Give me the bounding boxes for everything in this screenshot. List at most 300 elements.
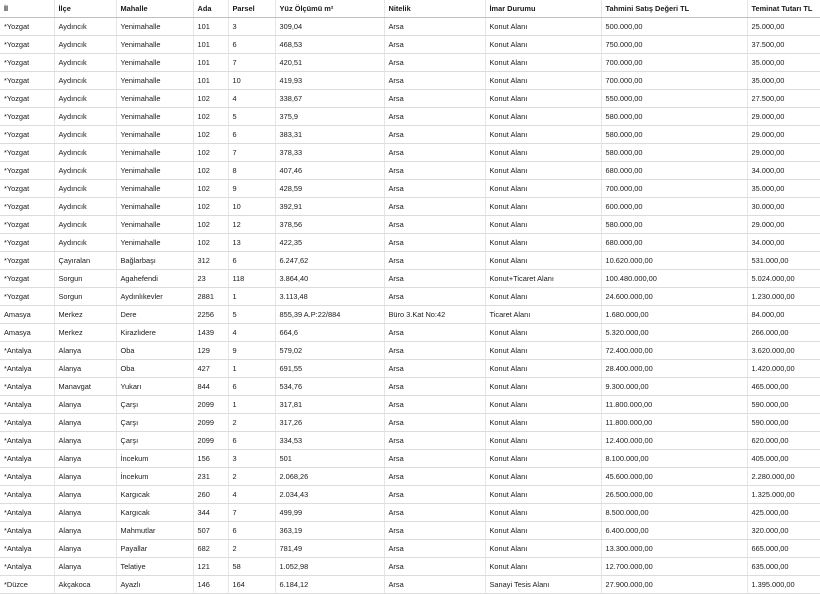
cell-mahalle: Agahefendi <box>116 270 193 288</box>
cell-il: *Yozgat <box>0 216 54 234</box>
cell-imar-durumu: Ticaret Alanı <box>485 306 601 324</box>
cell-imar-durumu: Konut Alanı <box>485 342 601 360</box>
cell-ada: 507 <box>193 522 228 540</box>
cell-imar-durumu: Konut+Ticaret Alanı <box>485 270 601 288</box>
cell-mahalle: Çarşı <box>116 432 193 450</box>
cell-ilce: Alanya <box>54 522 116 540</box>
cell-yuzolcumu: 422,35 <box>275 234 384 252</box>
cell-parsel: 10 <box>228 198 275 216</box>
cell-ilce: Çayıralan <box>54 252 116 270</box>
cell-imar-durumu: Konut Alanı <box>485 234 601 252</box>
column-header-yuzolcumu: Yüz Ölçümü m² <box>275 0 384 18</box>
cell-teminat-tutari: 27.500,00 <box>747 90 820 108</box>
cell-teminat-tutari: 35.000,00 <box>747 54 820 72</box>
cell-yuzolcumu: 407,46 <box>275 162 384 180</box>
table-row <box>0 252 820 270</box>
cell-nitelik: Arsa <box>384 72 485 90</box>
cell-yuzolcumu: 6.247,62 <box>275 252 384 270</box>
cell-parsel: 12 <box>228 216 275 234</box>
cell-teminat-tutari: 266.000,00 <box>747 324 820 342</box>
table-row <box>0 180 820 198</box>
cell-il: *Yozgat <box>0 162 54 180</box>
cell-ilce: Aydıncık <box>54 198 116 216</box>
cell-mahalle: Telatiye <box>116 558 193 576</box>
cell-il: *Antalya <box>0 360 54 378</box>
cell-parsel: 9 <box>228 180 275 198</box>
cell-mahalle: İncekum <box>116 450 193 468</box>
cell-teminat-tutari: 37.500,00 <box>747 36 820 54</box>
cell-ada: 102 <box>193 234 228 252</box>
cell-teminat-tutari: 590.000,00 <box>747 396 820 414</box>
cell-nitelik: Arsa <box>384 468 485 486</box>
table-row <box>0 324 820 342</box>
table-row <box>0 432 820 450</box>
cell-yuzolcumu: 664,6 <box>275 324 384 342</box>
cell-il: *Yozgat <box>0 288 54 306</box>
cell-teminat-tutari: 34.000,00 <box>747 234 820 252</box>
cell-ilce: Alanya <box>54 540 116 558</box>
cell-teminat-tutari: 465.000,00 <box>747 378 820 396</box>
cell-ada: 121 <box>193 558 228 576</box>
table-row <box>0 288 820 306</box>
cell-nitelik: Arsa <box>384 432 485 450</box>
cell-ilce: Alanya <box>54 414 116 432</box>
cell-ilce: Aydıncık <box>54 234 116 252</box>
cell-mahalle: Çarşı <box>116 414 193 432</box>
cell-tahmini-satis-degeri: 8.500.000,00 <box>601 504 747 522</box>
cell-parsel: 7 <box>228 54 275 72</box>
cell-imar-durumu: Konut Alanı <box>485 540 601 558</box>
cell-ilce: Alanya <box>54 360 116 378</box>
cell-yuzolcumu: 855,39 A.P:22/884 <box>275 306 384 324</box>
cell-mahalle: Yenimahalle <box>116 234 193 252</box>
cell-yuzolcumu: 419,93 <box>275 72 384 90</box>
cell-ada: 260 <box>193 486 228 504</box>
cell-tahmini-satis-degeri: 27.900.000,00 <box>601 576 747 594</box>
cell-ilce: Alanya <box>54 468 116 486</box>
cell-tahmini-satis-degeri: 580.000,00 <box>601 144 747 162</box>
cell-tahmini-satis-degeri: 72.400.000,00 <box>601 342 747 360</box>
cell-imar-durumu: Konut Alanı <box>485 486 601 504</box>
cell-parsel: 7 <box>228 504 275 522</box>
cell-il: *Antalya <box>0 450 54 468</box>
table-row <box>0 342 820 360</box>
cell-imar-durumu: Konut Alanı <box>485 198 601 216</box>
cell-imar-durumu: Konut Alanı <box>485 432 601 450</box>
column-header-parsel: Parsel <box>228 0 275 18</box>
cell-parsel: 8 <box>228 162 275 180</box>
cell-mahalle: Oba <box>116 360 193 378</box>
table-row <box>0 108 820 126</box>
table-row <box>0 450 820 468</box>
cell-imar-durumu: Konut Alanı <box>485 180 601 198</box>
cell-parsel: 118 <box>228 270 275 288</box>
table-row <box>0 558 820 576</box>
cell-il: *Yozgat <box>0 108 54 126</box>
cell-il: Amasya <box>0 306 54 324</box>
cell-yuzolcumu: 6.184,12 <box>275 576 384 594</box>
cell-il: *Antalya <box>0 504 54 522</box>
cell-nitelik: Arsa <box>384 234 485 252</box>
column-header-imar-durumu: İmar Durumu <box>485 0 601 18</box>
cell-yuzolcumu: 375,9 <box>275 108 384 126</box>
cell-teminat-tutari: 635.000,00 <box>747 558 820 576</box>
cell-mahalle: Yenimahalle <box>116 90 193 108</box>
cell-ada: 844 <box>193 378 228 396</box>
cell-yuzolcumu: 334,53 <box>275 432 384 450</box>
cell-imar-durumu: Konut Alanı <box>485 504 601 522</box>
cell-mahalle: Kargıcak <box>116 486 193 504</box>
cell-nitelik: Arsa <box>384 198 485 216</box>
cell-parsel: 6 <box>228 126 275 144</box>
cell-mahalle: Kirazlıdere <box>116 324 193 342</box>
cell-ilce: Aydıncık <box>54 216 116 234</box>
cell-nitelik: Arsa <box>384 486 485 504</box>
cell-ilce: Aydıncık <box>54 90 116 108</box>
cell-imar-durumu: Konut Alanı <box>485 18 601 36</box>
cell-teminat-tutari: 25.000,00 <box>747 18 820 36</box>
cell-teminat-tutari: 1.230.000,00 <box>747 288 820 306</box>
table-row <box>0 270 820 288</box>
cell-tahmini-satis-degeri: 750.000,00 <box>601 36 747 54</box>
cell-parsel: 2 <box>228 414 275 432</box>
cell-mahalle: Yenimahalle <box>116 198 193 216</box>
table-row <box>0 126 820 144</box>
cell-imar-durumu: Konut Alanı <box>485 450 601 468</box>
cell-nitelik: Arsa <box>384 324 485 342</box>
cell-teminat-tutari: 3.620.000,00 <box>747 342 820 360</box>
cell-tahmini-satis-degeri: 680.000,00 <box>601 162 747 180</box>
cell-il: Amasya <box>0 324 54 342</box>
cell-nitelik: Arsa <box>384 108 485 126</box>
cell-ada: 2099 <box>193 432 228 450</box>
cell-ilce: Alanya <box>54 450 116 468</box>
cell-yuzolcumu: 378,33 <box>275 144 384 162</box>
cell-nitelik: Arsa <box>384 558 485 576</box>
cell-nitelik: Arsa <box>384 54 485 72</box>
cell-teminat-tutari: 665.000,00 <box>747 540 820 558</box>
cell-ada: 23 <box>193 270 228 288</box>
cell-mahalle: Yenimahalle <box>116 72 193 90</box>
cell-ada: 231 <box>193 468 228 486</box>
cell-teminat-tutari: 29.000,00 <box>747 126 820 144</box>
cell-ilce: Aydıncık <box>54 18 116 36</box>
cell-ilce: Aydıncık <box>54 72 116 90</box>
cell-mahalle: Çarşı <box>116 396 193 414</box>
cell-nitelik: Arsa <box>384 522 485 540</box>
cell-il: *Antalya <box>0 432 54 450</box>
table-row <box>0 90 820 108</box>
cell-parsel: 1 <box>228 360 275 378</box>
cell-tahmini-satis-degeri: 700.000,00 <box>601 54 747 72</box>
cell-parsel: 6 <box>228 36 275 54</box>
cell-imar-durumu: Konut Alanı <box>485 288 601 306</box>
cell-il: *Yozgat <box>0 126 54 144</box>
cell-ilce: Aydıncık <box>54 108 116 126</box>
table-row <box>0 486 820 504</box>
table-row <box>0 72 820 90</box>
cell-ilce: Alanya <box>54 342 116 360</box>
cell-il: *Yozgat <box>0 234 54 252</box>
cell-mahalle: Yenimahalle <box>116 54 193 72</box>
cell-yuzolcumu: 1.052,98 <box>275 558 384 576</box>
cell-parsel: 3 <box>228 450 275 468</box>
cell-parsel: 1 <box>228 396 275 414</box>
cell-tahmini-satis-degeri: 9.300.000,00 <box>601 378 747 396</box>
cell-mahalle: Yenimahalle <box>116 144 193 162</box>
cell-teminat-tutari: 320.000,00 <box>747 522 820 540</box>
column-header-il: İl <box>0 0 54 18</box>
cell-ada: 102 <box>193 216 228 234</box>
cell-ilce: Alanya <box>54 504 116 522</box>
cell-parsel: 6 <box>228 432 275 450</box>
cell-imar-durumu: Konut Alanı <box>485 522 601 540</box>
cell-il: *Yozgat <box>0 252 54 270</box>
cell-tahmini-satis-degeri: 26.500.000,00 <box>601 486 747 504</box>
cell-parsel: 10 <box>228 72 275 90</box>
cell-tahmini-satis-degeri: 11.800.000,00 <box>601 396 747 414</box>
table-row <box>0 522 820 540</box>
cell-parsel: 5 <box>228 306 275 324</box>
cell-tahmini-satis-degeri: 100.480.000,00 <box>601 270 747 288</box>
cell-mahalle: Yenimahalle <box>116 108 193 126</box>
cell-mahalle: Ayazlı <box>116 576 193 594</box>
cell-tahmini-satis-degeri: 12.400.000,00 <box>601 432 747 450</box>
cell-ilce: Alanya <box>54 396 116 414</box>
table-row <box>0 162 820 180</box>
cell-ilce: Aydıncık <box>54 54 116 72</box>
cell-il: *Antalya <box>0 522 54 540</box>
cell-nitelik: Arsa <box>384 504 485 522</box>
cell-ada: 156 <box>193 450 228 468</box>
cell-yuzolcumu: 579,02 <box>275 342 384 360</box>
cell-imar-durumu: Konut Alanı <box>485 108 601 126</box>
cell-nitelik: Arsa <box>384 288 485 306</box>
cell-il: *Antalya <box>0 342 54 360</box>
cell-nitelik: Arsa <box>384 270 485 288</box>
cell-parsel: 6 <box>228 378 275 396</box>
cell-parsel: 3 <box>228 18 275 36</box>
cell-yuzolcumu: 691,55 <box>275 360 384 378</box>
cell-ada: 101 <box>193 18 228 36</box>
cell-tahmini-satis-degeri: 580.000,00 <box>601 126 747 144</box>
cell-imar-durumu: Konut Alanı <box>485 90 601 108</box>
cell-ilce: Aydıncık <box>54 162 116 180</box>
cell-teminat-tutari: 425.000,00 <box>747 504 820 522</box>
cell-yuzolcumu: 501 <box>275 450 384 468</box>
table-row <box>0 360 820 378</box>
cell-teminat-tutari: 29.000,00 <box>747 108 820 126</box>
cell-mahalle: Yenimahalle <box>116 18 193 36</box>
cell-ada: 102 <box>193 180 228 198</box>
cell-teminat-tutari: 30.000,00 <box>747 198 820 216</box>
cell-nitelik: Arsa <box>384 36 485 54</box>
cell-teminat-tutari: 34.000,00 <box>747 162 820 180</box>
table-row <box>0 234 820 252</box>
cell-parsel: 2 <box>228 468 275 486</box>
cell-ilce: Sorgun <box>54 288 116 306</box>
cell-mahalle: Yenimahalle <box>116 216 193 234</box>
cell-nitelik: Arsa <box>384 342 485 360</box>
cell-il: *Antalya <box>0 558 54 576</box>
cell-yuzolcumu: 338,67 <box>275 90 384 108</box>
table-body <box>0 18 820 594</box>
cell-nitelik: Arsa <box>384 396 485 414</box>
table-row <box>0 378 820 396</box>
cell-il: *Antalya <box>0 486 54 504</box>
cell-yuzolcumu: 363,19 <box>275 522 384 540</box>
cell-ilce: Merkez <box>54 306 116 324</box>
cell-teminat-tutari: 29.000,00 <box>747 144 820 162</box>
cell-ada: 427 <box>193 360 228 378</box>
cell-tahmini-satis-degeri: 45.600.000,00 <box>601 468 747 486</box>
cell-imar-durumu: Konut Alanı <box>485 396 601 414</box>
cell-il: *Yozgat <box>0 54 54 72</box>
cell-teminat-tutari: 29.000,00 <box>747 216 820 234</box>
cell-mahalle: Dere <box>116 306 193 324</box>
cell-mahalle: Yenimahalle <box>116 180 193 198</box>
cell-parsel: 6 <box>228 252 275 270</box>
cell-ilce: Alanya <box>54 432 116 450</box>
cell-yuzolcumu: 392,91 <box>275 198 384 216</box>
cell-teminat-tutari: 1.325.000,00 <box>747 486 820 504</box>
cell-tahmini-satis-degeri: 580.000,00 <box>601 216 747 234</box>
cell-imar-durumu: Konut Alanı <box>485 36 601 54</box>
cell-imar-durumu: Konut Alanı <box>485 468 601 486</box>
cell-tahmini-satis-degeri: 13.300.000,00 <box>601 540 747 558</box>
cell-parsel: 164 <box>228 576 275 594</box>
cell-mahalle: Yenimahalle <box>116 36 193 54</box>
cell-parsel: 13 <box>228 234 275 252</box>
cell-teminat-tutari: 35.000,00 <box>747 72 820 90</box>
cell-mahalle: Bağlarbaşı <box>116 252 193 270</box>
table-row <box>0 540 820 558</box>
cell-tahmini-satis-degeri: 24.600.000,00 <box>601 288 747 306</box>
cell-nitelik: Arsa <box>384 90 485 108</box>
cell-teminat-tutari: 2.280.000,00 <box>747 468 820 486</box>
cell-mahalle: Oba <box>116 342 193 360</box>
cell-ada: 129 <box>193 342 228 360</box>
cell-mahalle: Kargıcak <box>116 504 193 522</box>
cell-tahmini-satis-degeri: 600.000,00 <box>601 198 747 216</box>
cell-imar-durumu: Konut Alanı <box>485 216 601 234</box>
cell-tahmini-satis-degeri: 680.000,00 <box>601 234 747 252</box>
cell-tahmini-satis-degeri: 5.320.000,00 <box>601 324 747 342</box>
cell-yuzolcumu: 317,26 <box>275 414 384 432</box>
cell-teminat-tutari: 1.395.000,00 <box>747 576 820 594</box>
cell-ada: 2099 <box>193 396 228 414</box>
table-row <box>0 216 820 234</box>
cell-nitelik: Arsa <box>384 414 485 432</box>
cell-nitelik: Arsa <box>384 126 485 144</box>
cell-parsel: 7 <box>228 144 275 162</box>
cell-yuzolcumu: 420,51 <box>275 54 384 72</box>
column-header-ada: Ada <box>193 0 228 18</box>
cell-parsel: 4 <box>228 90 275 108</box>
column-header-nitelik: Nitelik <box>384 0 485 18</box>
cell-yuzolcumu: 378,56 <box>275 216 384 234</box>
table-row <box>0 18 820 36</box>
cell-il: *Antalya <box>0 414 54 432</box>
cell-tahmini-satis-degeri: 550.000,00 <box>601 90 747 108</box>
cell-mahalle: Yenimahalle <box>116 162 193 180</box>
cell-tahmini-satis-degeri: 12.700.000,00 <box>601 558 747 576</box>
cell-ada: 1439 <box>193 324 228 342</box>
cell-ilce: Aydıncık <box>54 126 116 144</box>
cell-il: *Yozgat <box>0 270 54 288</box>
cell-il: *Yozgat <box>0 18 54 36</box>
cell-ilce: Aydıncık <box>54 180 116 198</box>
table-row <box>0 576 820 594</box>
cell-il: *Yozgat <box>0 198 54 216</box>
table-row <box>0 36 820 54</box>
cell-teminat-tutari: 620.000,00 <box>747 432 820 450</box>
cell-ilce: Akçakoca <box>54 576 116 594</box>
cell-yuzolcumu: 2.034,43 <box>275 486 384 504</box>
cell-ada: 101 <box>193 36 228 54</box>
cell-tahmini-satis-degeri: 6.400.000,00 <box>601 522 747 540</box>
cell-imar-durumu: Sanayi Tesis Alanı <box>485 576 601 594</box>
cell-nitelik: Arsa <box>384 180 485 198</box>
cell-il: *Antalya <box>0 378 54 396</box>
table-row <box>0 198 820 216</box>
cell-tahmini-satis-degeri: 28.400.000,00 <box>601 360 747 378</box>
column-header-ilce: İlçe <box>54 0 116 18</box>
cell-ada: 101 <box>193 72 228 90</box>
cell-mahalle: Payallar <box>116 540 193 558</box>
cell-tahmini-satis-degeri: 10.620.000,00 <box>601 252 747 270</box>
cell-ada: 312 <box>193 252 228 270</box>
cell-parsel: 58 <box>228 558 275 576</box>
cell-nitelik: Büro 3.Kat No:42 <box>384 306 485 324</box>
cell-parsel: 6 <box>228 522 275 540</box>
cell-tahmini-satis-degeri: 700.000,00 <box>601 180 747 198</box>
cell-il: *Yozgat <box>0 180 54 198</box>
cell-nitelik: Arsa <box>384 540 485 558</box>
cell-teminat-tutari: 1.420.000,00 <box>747 360 820 378</box>
cell-nitelik: Arsa <box>384 378 485 396</box>
cell-ada: 2256 <box>193 306 228 324</box>
cell-nitelik: Arsa <box>384 162 485 180</box>
cell-tahmini-satis-degeri: 8.100.000,00 <box>601 450 747 468</box>
cell-il: *Antalya <box>0 540 54 558</box>
cell-teminat-tutari: 35.000,00 <box>747 180 820 198</box>
cell-imar-durumu: Konut Alanı <box>485 144 601 162</box>
column-header-teminat-tutari: Teminat Tutarı TL <box>747 0 820 18</box>
cell-nitelik: Arsa <box>384 144 485 162</box>
cell-yuzolcumu: 781,49 <box>275 540 384 558</box>
cell-ilce: Alanya <box>54 486 116 504</box>
cell-tahmini-satis-degeri: 11.800.000,00 <box>601 414 747 432</box>
cell-parsel: 2 <box>228 540 275 558</box>
cell-ada: 102 <box>193 108 228 126</box>
cell-il: *Antalya <box>0 396 54 414</box>
table-row <box>0 414 820 432</box>
cell-nitelik: Arsa <box>384 576 485 594</box>
cell-ada: 101 <box>193 54 228 72</box>
cell-teminat-tutari: 405.000,00 <box>747 450 820 468</box>
cell-imar-durumu: Konut Alanı <box>485 54 601 72</box>
table-row <box>0 396 820 414</box>
cell-ada: 146 <box>193 576 228 594</box>
cell-yuzolcumu: 428,59 <box>275 180 384 198</box>
cell-il: *Yozgat <box>0 36 54 54</box>
cell-teminat-tutari: 590.000,00 <box>747 414 820 432</box>
table-row <box>0 504 820 522</box>
cell-ada: 102 <box>193 162 228 180</box>
cell-ilce: Sorgun <box>54 270 116 288</box>
cell-yuzolcumu: 309,04 <box>275 18 384 36</box>
